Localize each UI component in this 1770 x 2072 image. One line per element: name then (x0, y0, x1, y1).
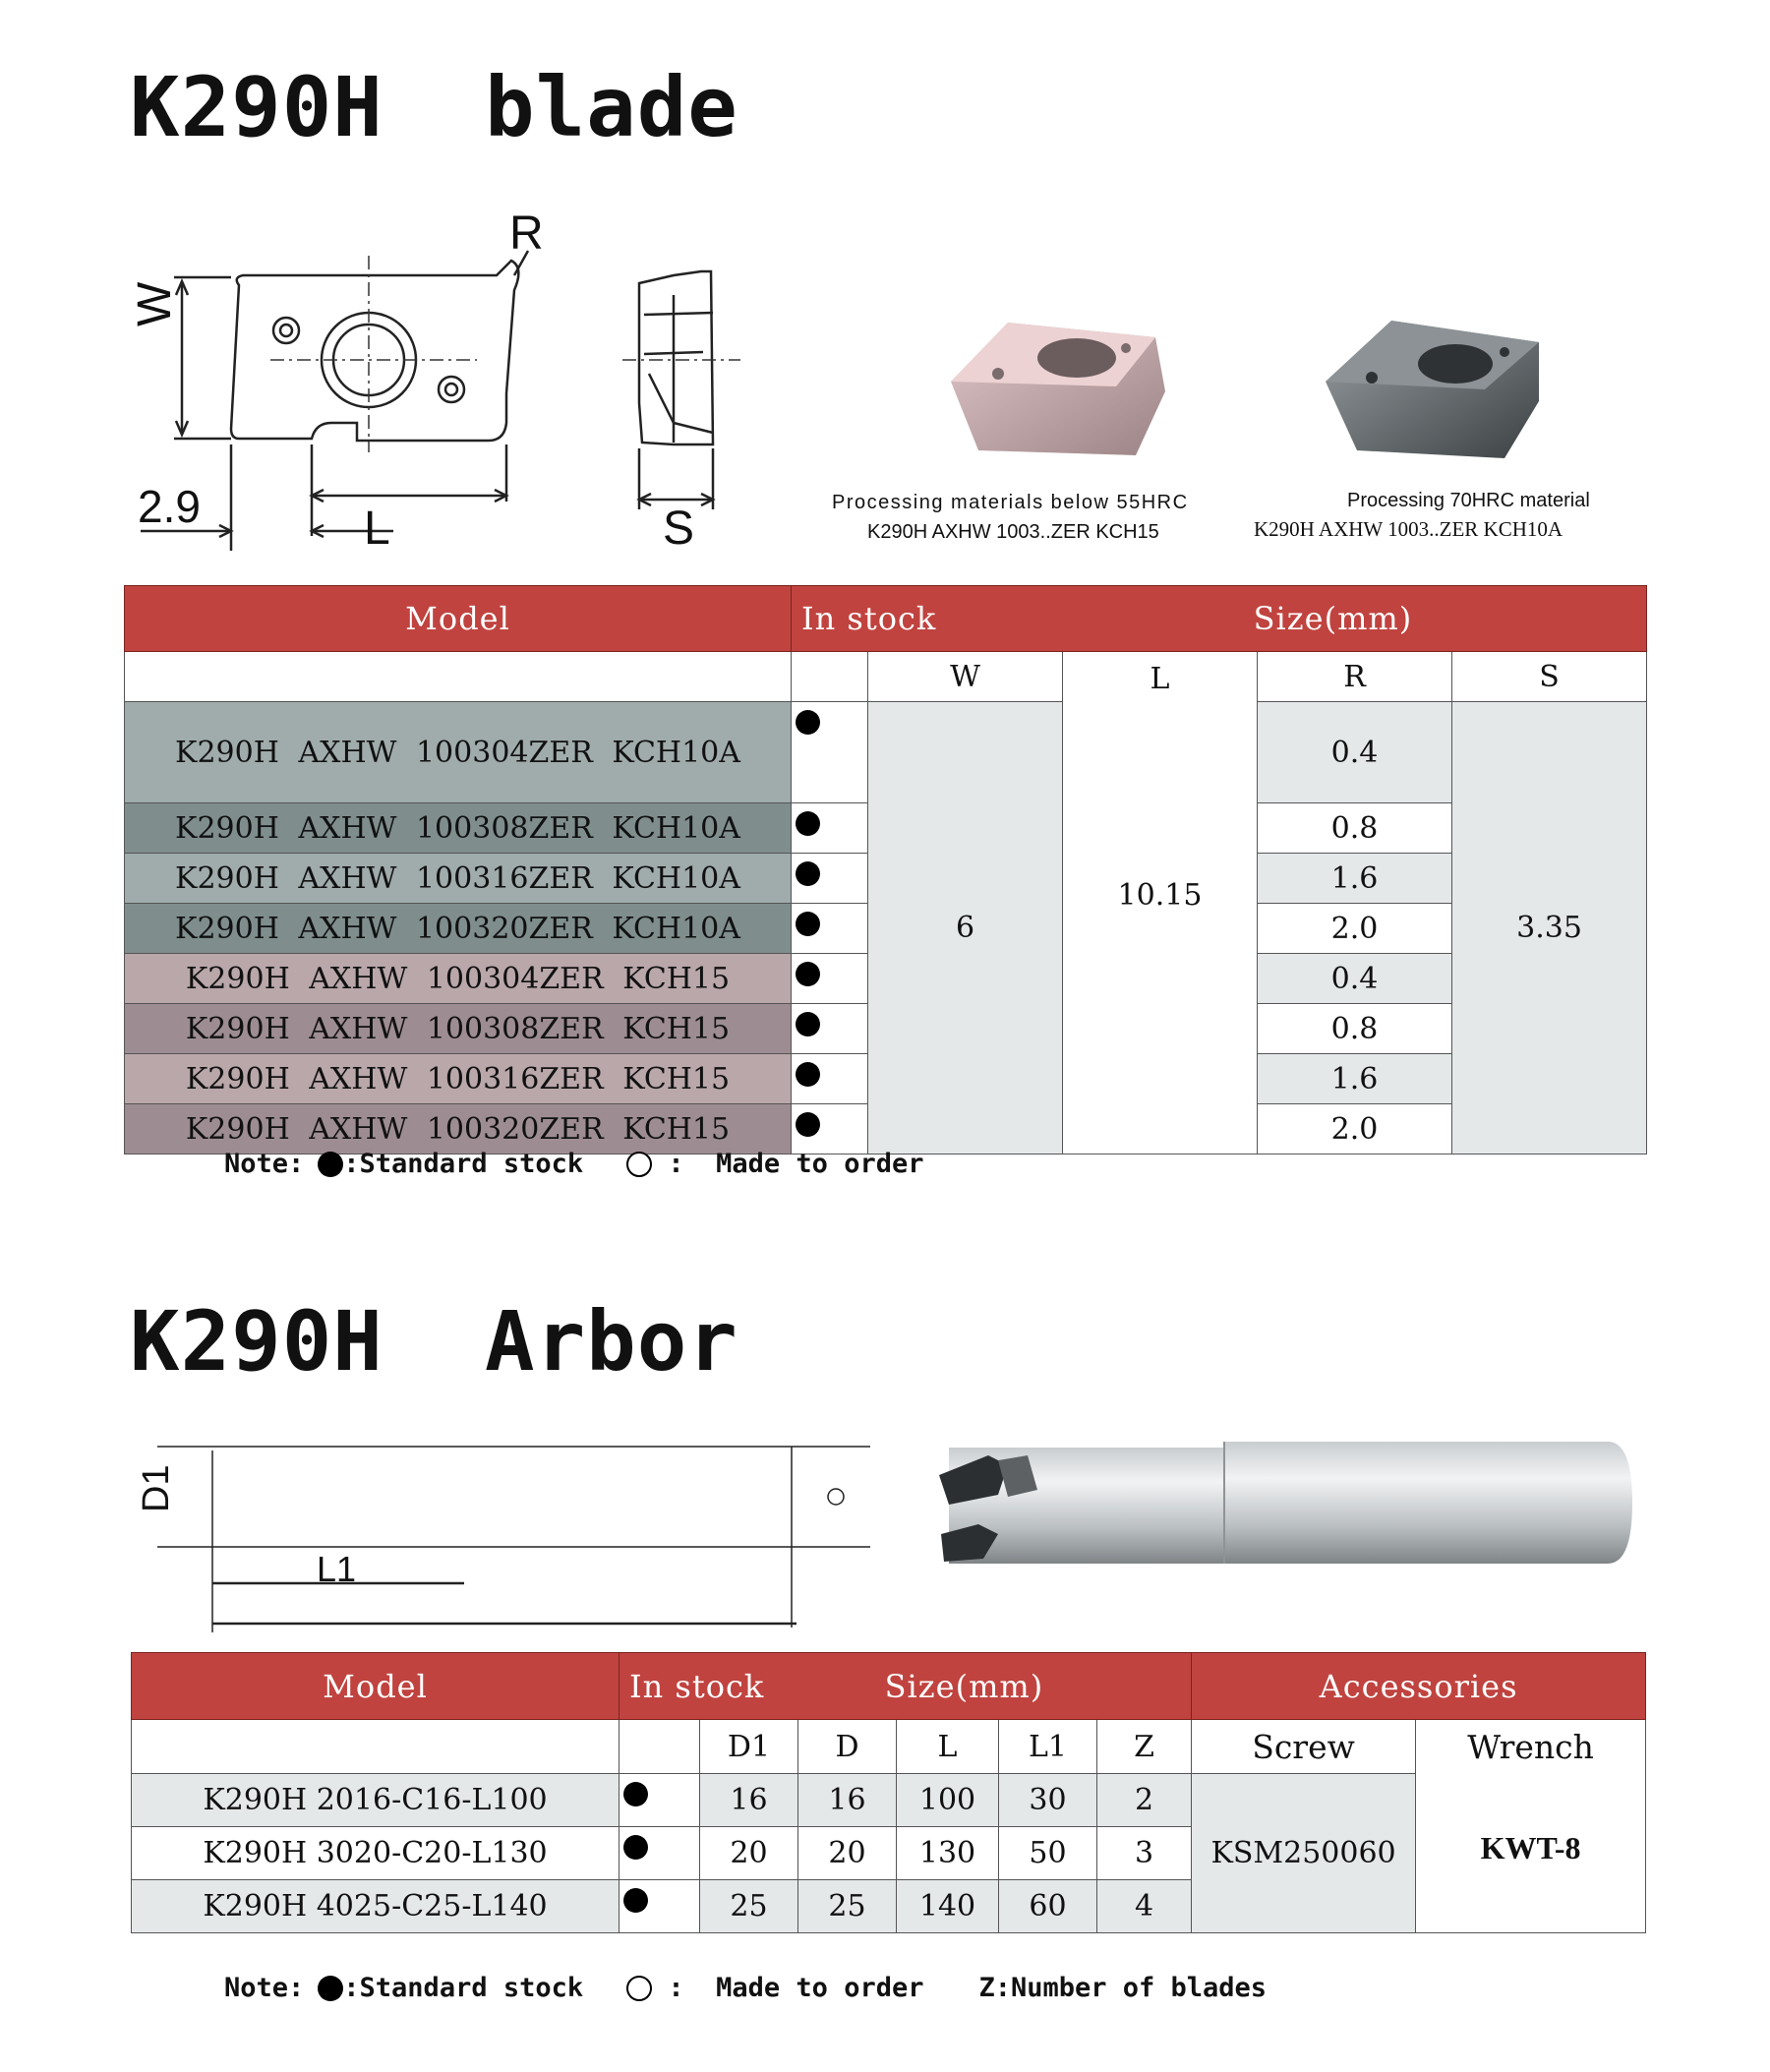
table-row-model: K290H 2016-C16-L100 (132, 1774, 620, 1827)
standard-stock-dot (623, 1888, 648, 1913)
header-accessories: Accessories (1192, 1653, 1646, 1720)
drawing-label-l: L (364, 503, 390, 555)
subheader-screw: Screw (1192, 1720, 1416, 1774)
table-row-model: K290H AXHW 100304ZER KCH10A (125, 702, 792, 803)
header-stock-size (620, 1653, 1192, 1720)
insert-photo-pink (939, 313, 1175, 460)
standard-stock-dot (318, 1976, 343, 2001)
stock-indicator (620, 1880, 700, 1933)
blade-note (224, 1149, 923, 1179)
s-value: 3.35 (1452, 702, 1647, 1154)
r-value: 2.0 (1258, 904, 1452, 954)
insert-photo-grey (1318, 313, 1554, 460)
subheader-stock-blank (792, 652, 868, 702)
standard-stock-dot (796, 1012, 820, 1036)
wrench-value: KWT-8 (1480, 1830, 1581, 1865)
note-prefix: Note: (224, 1973, 305, 2003)
subheader-l: L (1150, 662, 1170, 696)
made-to-order-circle (626, 1976, 652, 2001)
blade-spec-table (124, 585, 1647, 1154)
blade-title: K290H blade (130, 59, 738, 155)
l1-value: 50 (999, 1827, 1097, 1880)
r-value: 1.6 (1258, 1054, 1452, 1104)
stock-indicator (620, 1774, 700, 1827)
z-value: 2 (1097, 1774, 1192, 1827)
drawing-label-w: W (129, 281, 181, 326)
note-standard: :Standard stock (343, 1149, 584, 1179)
note-standard: :Standard stock (343, 1973, 584, 2003)
table-row-model: K290H 4025-C25-L140 (132, 1880, 620, 1933)
subheader-d: D (798, 1720, 897, 1774)
subheader-blank (125, 652, 792, 702)
table-row-model: K290H AXHW 100316ZER KCH15 (125, 1054, 792, 1104)
header-stock-size (792, 586, 1647, 652)
wrench-cell (1416, 1720, 1646, 1933)
standard-stock-dot (623, 1835, 648, 1860)
drawing-label-s: S (663, 503, 695, 555)
standard-stock-dot (796, 1062, 820, 1087)
standard-stock-dot (796, 811, 820, 836)
subheader-z: Z (1097, 1720, 1192, 1774)
l-value: 140 (897, 1880, 999, 1933)
stock-indicator (792, 1054, 868, 1104)
r-value: 0.8 (1258, 803, 1452, 854)
l1-value: 30 (999, 1774, 1097, 1827)
r-value: 2.0 (1258, 1104, 1452, 1154)
made-to-order-circle (626, 1152, 652, 1177)
l-value-cell (1063, 652, 1258, 1154)
header-stock: In stock (801, 600, 937, 637)
table-row-model: K290H AXHW 100320ZER KCH10A (125, 904, 792, 954)
subheader-blank (132, 1720, 620, 1774)
z-value: 4 (1097, 1880, 1192, 1933)
table-row-model: K290H AXHW 100316ZER KCH10A (125, 854, 792, 904)
note-order: : Made to order (652, 1149, 924, 1179)
stock-indicator (792, 854, 868, 904)
table-row-model: K290H 3020-C20-L130 (132, 1827, 620, 1880)
arbor-title: K290H Arbor (130, 1293, 738, 1390)
arbor-drawing (118, 1431, 885, 1647)
drawing-label-r: R (509, 207, 544, 260)
r-value: 0.8 (1258, 1004, 1452, 1054)
l-value: 130 (897, 1827, 999, 1880)
stock-indicator (792, 803, 868, 854)
caption-1-line2: K290H AXHW 1003..ZER KCH15 (867, 521, 1159, 543)
table-row-model: K290H AXHW 100320ZER KCH15 (125, 1104, 792, 1154)
note-order: : Made to order (652, 1973, 924, 2003)
screw-value: KSM250060 (1192, 1774, 1416, 1933)
d-value: 25 (798, 1880, 897, 1933)
note-z: Z:Number of blades (978, 1973, 1268, 2003)
subheader-w: W (868, 652, 1063, 702)
header-model: Model (125, 586, 792, 652)
header-size: Size(mm) (884, 1667, 1044, 1705)
standard-stock-dot (796, 912, 820, 936)
subheader-l1: L1 (999, 1720, 1097, 1774)
d-value: 20 (798, 1827, 897, 1880)
header-size: Size(mm) (1253, 600, 1413, 637)
d-value: 16 (798, 1774, 897, 1827)
arbor-note (224, 1973, 1267, 2003)
d1-value: 25 (700, 1880, 798, 1933)
standard-stock-dot (623, 1782, 648, 1806)
w-value: 6 (868, 702, 1063, 1154)
z-value: 3 (1097, 1827, 1192, 1880)
drawing-label-2-9: 2.9 (138, 481, 201, 532)
caption-2-line2: K290H AXHW 1003..ZER KCH10A (1254, 517, 1564, 541)
standard-stock-dot (796, 861, 820, 886)
subheader-r: R (1258, 652, 1452, 702)
standard-stock-dot (796, 710, 820, 735)
subheader-d1: D1 (700, 1720, 798, 1774)
header-stock: In stock (629, 1667, 765, 1705)
arbor-spec-table (131, 1652, 1646, 1933)
table-row-model: K290H AXHW 100304ZER KCH15 (125, 954, 792, 1004)
subheader-wrench: Wrench (1467, 1728, 1594, 1766)
l1-value: 60 (999, 1880, 1097, 1933)
r-value: 0.4 (1258, 954, 1452, 1004)
table-row-model: K290H AXHW 100308ZER KCH15 (125, 1004, 792, 1054)
drawing-label-d1: D1 (136, 1464, 177, 1512)
subheader-stock-blank (620, 1720, 700, 1774)
r-value: 0.4 (1258, 702, 1452, 803)
r-value: 1.6 (1258, 854, 1452, 904)
stock-indicator (792, 954, 868, 1004)
l-value: 10.15 (1117, 878, 1203, 913)
d1-value: 20 (700, 1827, 798, 1880)
drawing-label-l1: L1 (317, 1549, 357, 1589)
standard-stock-dot (796, 962, 820, 986)
standard-stock-dot (318, 1152, 343, 1177)
arbor-photo (929, 1436, 1637, 1569)
caption-2-line1: Processing 70HRC material (1347, 490, 1590, 511)
stock-indicator (620, 1827, 700, 1880)
stock-indicator (792, 1104, 868, 1154)
caption-1-line1: Processing materials below 55HRC (832, 492, 1189, 513)
l-value: 100 (897, 1774, 999, 1827)
stock-indicator (792, 904, 868, 954)
stock-indicator (792, 702, 868, 803)
d1-value: 16 (700, 1774, 798, 1827)
subheader-l: L (897, 1720, 999, 1774)
stock-indicator (792, 1004, 868, 1054)
subheader-s: S (1452, 652, 1647, 702)
standard-stock-dot (796, 1112, 820, 1137)
table-row-model: K290H AXHW 100308ZER KCH10A (125, 803, 792, 854)
note-prefix: Note: (224, 1149, 305, 1179)
header-model: Model (132, 1653, 620, 1720)
